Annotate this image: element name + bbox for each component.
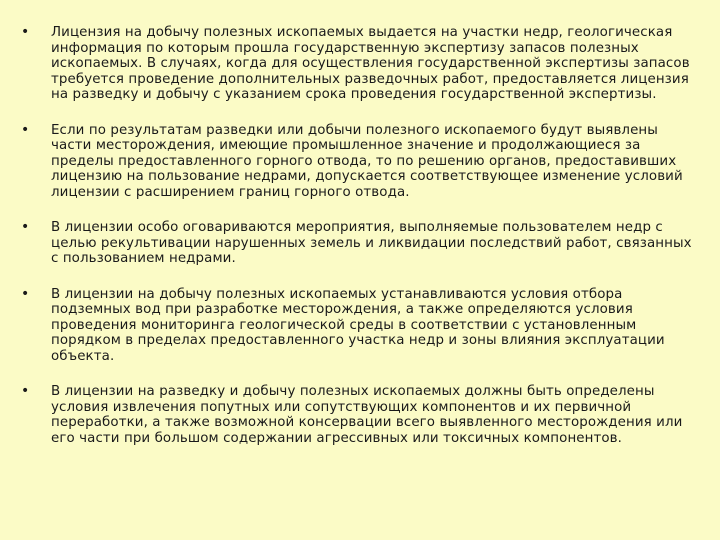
list-item [21,25,698,103]
list-item-text: В лицензии особо оговариваются мероприятия, выполняемые пользователем недр с целью рекультивации нарушенных земель и ликвидации последствий работ, связанных с пользованием недрами. [51,220,692,266]
list-item [21,123,698,201]
bullet-icon: • [21,219,30,235]
bullet-list [21,25,698,446]
list-item-text: В лицензии на добычу полезных ископаемых устанавливаются условия отбора подземных вод при разработке месторождения, а также определяются условия проведения мониторинга геологической среды в соответствии с установленным порядком в пределах предоставленного участка недр и зоны влияния эксплуатации объекта. [51,286,665,364]
list-item-text: Лицензия на добычу полезных ископаемых выдается на участки недр, геологическая информация по которым прошла государственную экспертизу запасов полезных ископаемых. В случаях, когда для осуществления государственной экспертизы запасов требуется проведение дополнительных разведочных работ, предоставляется лицензия на разведку и добычу с указанием срока проведения государственной экспертизы. [51,25,690,102]
list-item-text: Если по результатам разведки или добычи полезного ископаемого будут выявлены части месторождения, имеющие промышленное значение и продолжающиеся за пределы предоставленного горного отвода, то по решению органов, предоставивших лицензию на пользование недрами, допускается соответствующее изменение условий лицензии с расширением границ горного отвода. [51,122,683,200]
bullet-icon: • [21,383,30,399]
list-item [21,287,698,365]
list-item-text: В лицензии на разведку и добычу полезных ископаемых должны быть определены условия извлечения попутных или сопутствующих компонентов и их первичной переработки, а также возможной консервации всего выявленного месторождения или его части при большом содержании агрессивных или токсичных компонентов. [51,384,683,446]
bullet-icon: • [21,285,30,302]
list-item [21,220,698,267]
list-item [21,384,698,446]
bullet-icon: • [21,24,30,40]
bullet-icon: • [21,121,30,138]
